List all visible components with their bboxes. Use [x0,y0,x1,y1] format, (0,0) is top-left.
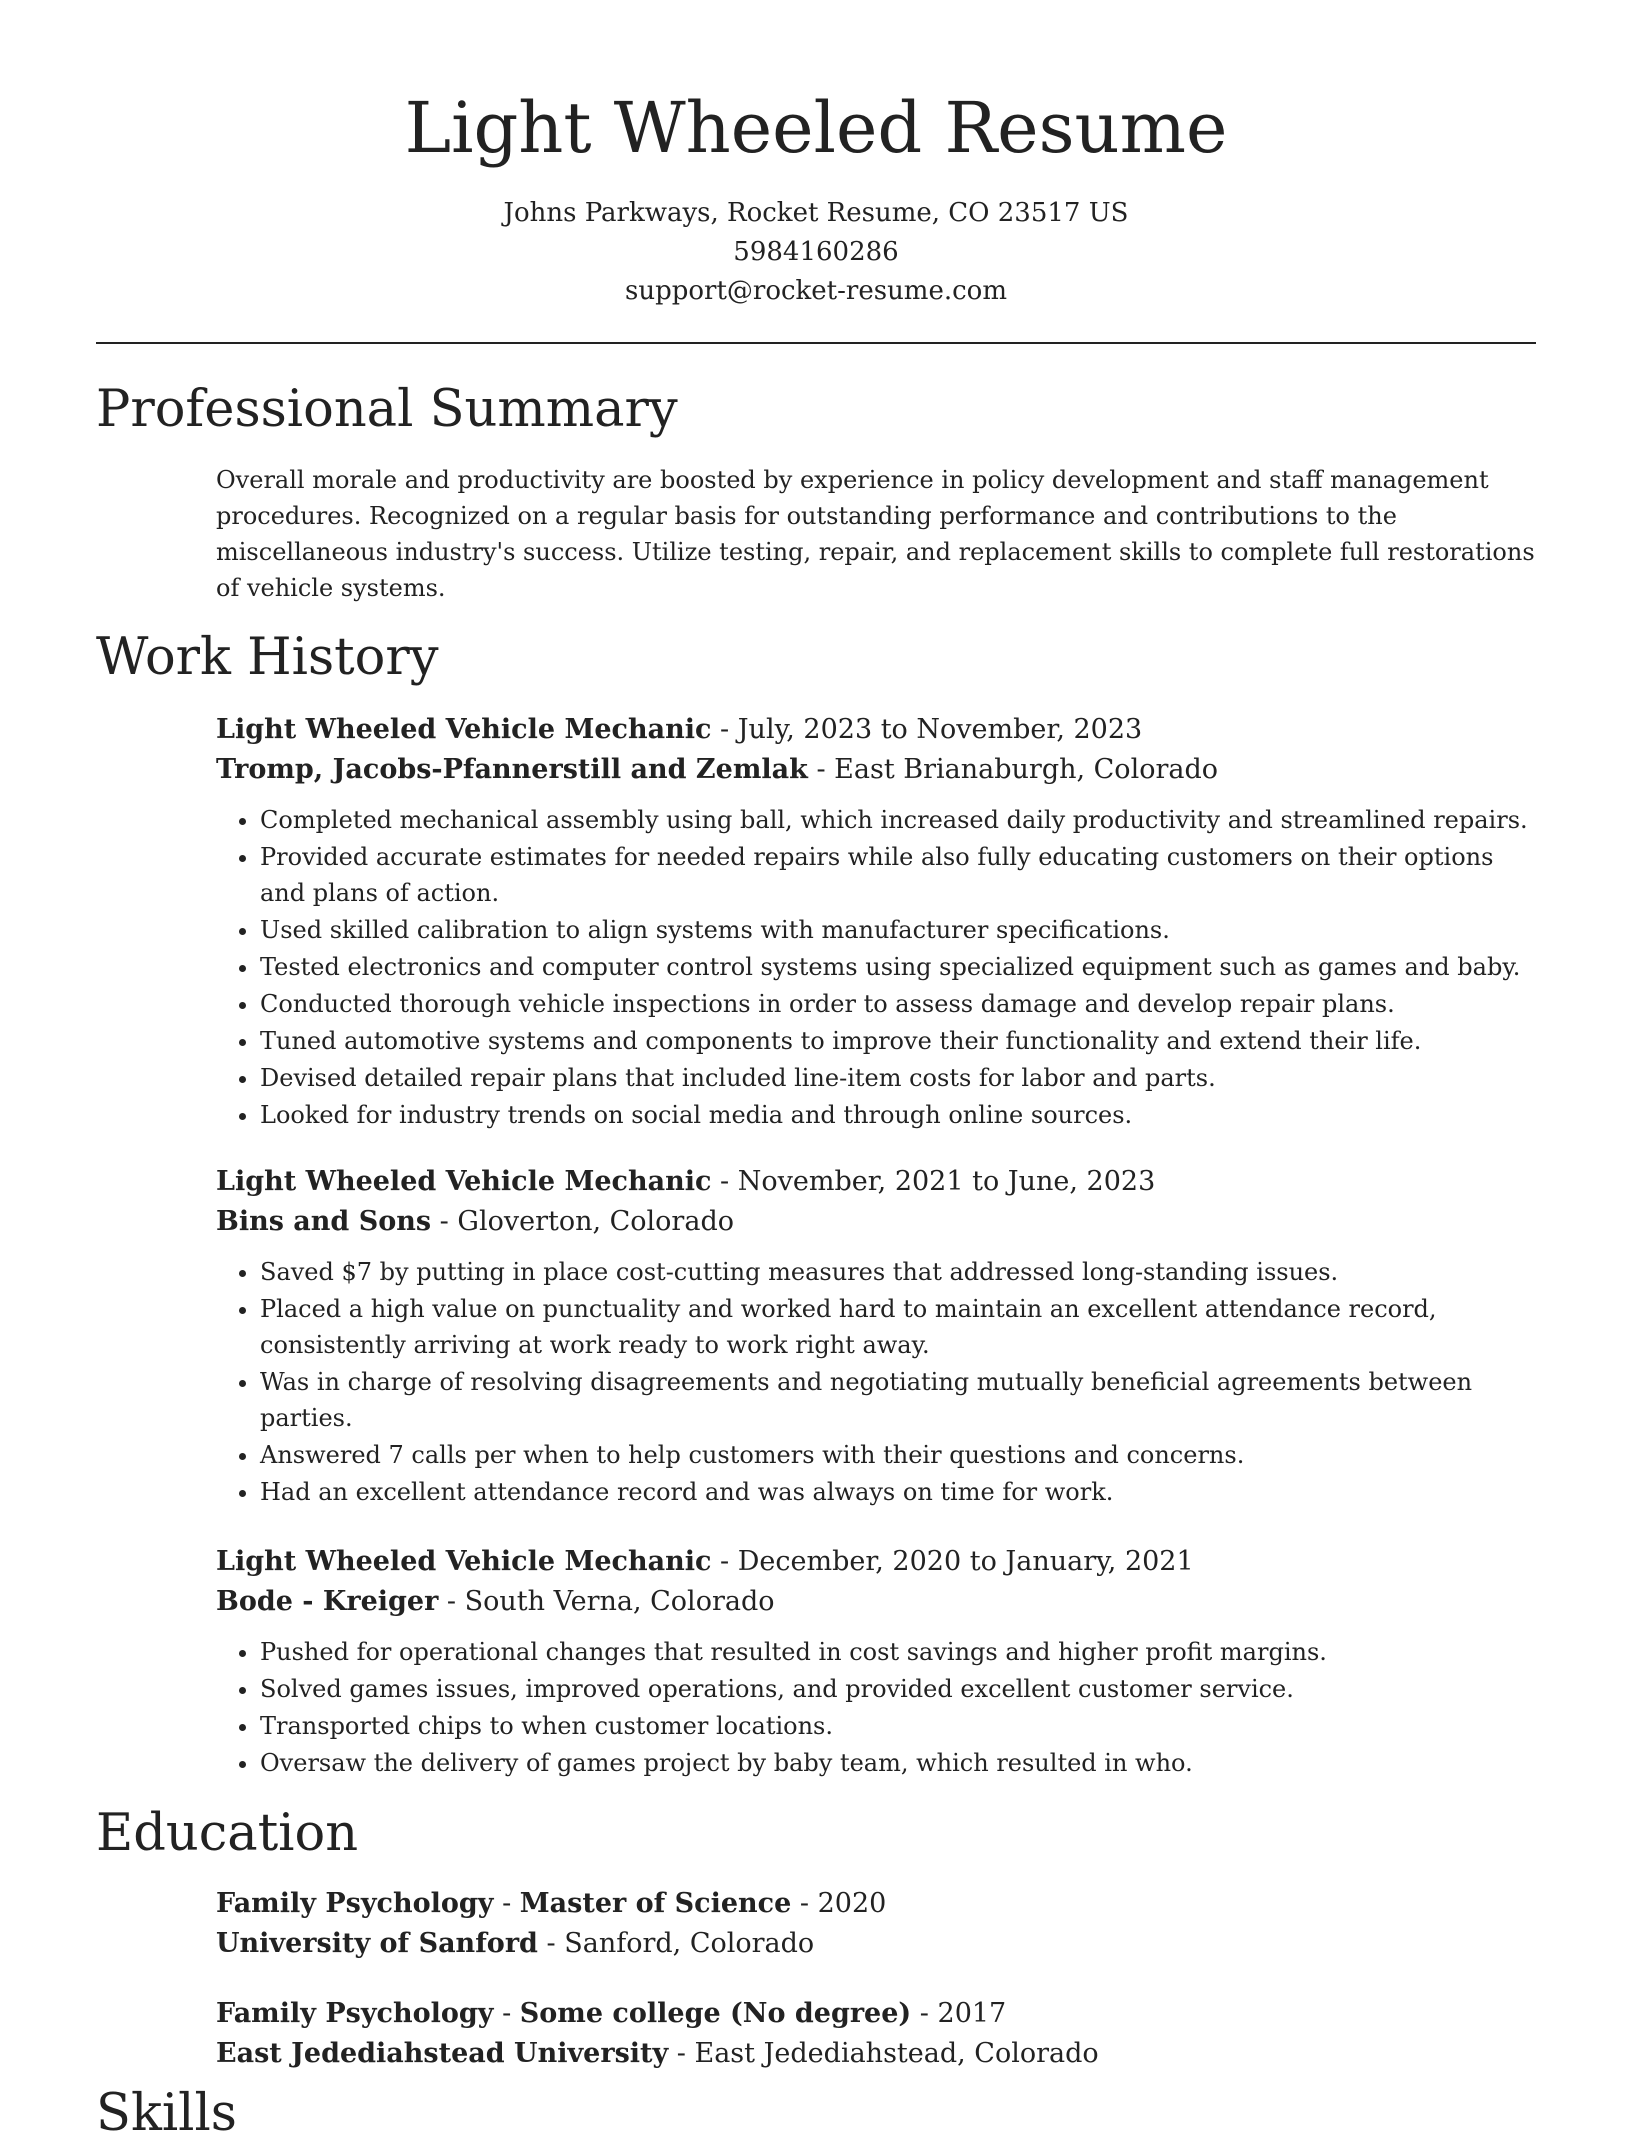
list-item: • Conducted thorough vehicle inspections in order to assess damage and develop repair plans. [260,986,1536,1022]
list-item: • Used skilled calibration to align systems with manufacturer specifications. [260,912,1536,948]
education-location: Sanford, Colorado [564,1928,815,1959]
job-company-line [216,750,1536,790]
list-item: • Placed a high value on punctuality and worked hard to maintain an excellent attendance record, consistently arriving at work ready to work right away. [260,1291,1536,1363]
list-item: • Devised detailed repair plans that included line-item costs for labor and parts. [260,1060,1536,1096]
education-school-line [216,1924,1536,1964]
education-degree-line [216,1994,1536,2034]
job-title-line [216,1162,1536,1202]
education-year: 2017 [937,1998,1007,2029]
list-item: • Transported chips to when customer locations. [260,1708,1536,1744]
education-school-line [216,2034,1536,2074]
list-item: • Oversaw the delivery of games project by baby team, which resulted in who. [260,1745,1536,1781]
education-location: East Jedediahstead, Colorado [694,2038,1099,2069]
work-history-heading: Work History [96,628,439,687]
education-entry [216,1994,1536,2074]
education-entry [216,1884,1536,1964]
separator: - [799,1888,818,1919]
separator: - [446,1586,465,1617]
skills-heading: Skills [96,2084,237,2143]
job-dates: December, 2020 to January, 2021 [737,1546,1194,1577]
job-title-line [216,710,1536,750]
summary-text: Overall morale and productivity are boosted by experience in policy development and staff management procedures. Recognized on a regular basis for outstanding performance and contributions to the miscellaneous industry's success. Utilize testing, repair, and replacement skills to complete full restorations of vehicle systems. [216,466,1535,602]
education-degree: Some college (No degree) [519,1998,912,2029]
education-field: Family Psychology [216,1998,494,2029]
education-school: East Jedediahstead University [216,2038,669,2069]
job-entry [216,1162,1536,1511]
header-divider [96,342,1536,344]
separator: - [720,714,738,745]
education-heading: Education [96,1804,359,1863]
job-title: Light Wheeled Vehicle Mechanic [216,714,712,745]
separator: - [720,1166,738,1197]
separator: - [919,1998,938,2029]
job-location: East Brianaburgh, Colorado [834,754,1218,785]
job-entry [216,710,1536,1134]
list-item: • Saved $7 by putting in place cost-cutting measures that addressed long-standing issues. [260,1254,1536,1290]
job-title-line [216,1542,1536,1582]
job-dates: November, 2021 to June, 2023 [737,1166,1156,1197]
job-company: Tromp, Jacobs-Pfannerstill and Zemlak [216,754,808,785]
summary-block [216,462,1536,606]
separator: - [816,754,835,785]
job-entry [216,1542,1536,1782]
resume-header [0,0,1632,311]
job-location: Gloverton, Colorado [457,1206,734,1237]
separator: - [439,1206,458,1237]
list-item: • Pushed for operational changes that resulted in cost savings and higher profit margins. [260,1634,1536,1670]
list-item: • Completed mechanical assembly using ball, which increased daily productivity and streamlined repairs. [260,802,1536,838]
separator: - [502,1998,520,2029]
job-bullets [216,1254,1536,1510]
list-item: • Was in charge of resolving disagreements and negotiating mutually beneficial agreements between parties. [260,1364,1536,1436]
job-company-line [216,1202,1536,1242]
contact-info [0,194,1632,311]
job-company: Bins and Sons [216,1206,432,1237]
education-field: Family Psychology [216,1888,494,1919]
job-company-line [216,1582,1536,1622]
job-bullets [216,802,1536,1133]
resume-name: Light Wheeled Resume [404,87,1228,169]
address: Johns Parkways, Rocket Resume, CO 23517 US [503,198,1129,228]
job-title: Light Wheeled Vehicle Mechanic [216,1546,712,1577]
list-item: • Tested electronics and computer control systems using specialized equipment such as games and baby. [260,949,1536,985]
separator: - [676,2038,695,2069]
education-degree: Master of Science [519,1888,792,1919]
separator: - [546,1928,565,1959]
list-item: • Looked for industry trends on social media and through online sources. [260,1097,1536,1133]
email: support@rocket-resume.com [624,276,1007,306]
job-company: Bode - Kreiger [216,1586,439,1617]
list-item: • Provided accurate estimates for needed repairs while also fully educating customers on their options and plans of action. [260,839,1536,911]
list-item: • Solved games issues, improved operations, and provided excellent customer service. [260,1671,1536,1707]
summary-heading: Professional Summary [96,380,678,439]
list-item: • Answered 7 calls per when to help customers with their questions and concerns. [260,1437,1536,1473]
separator: - [720,1546,738,1577]
education-year: 2020 [817,1888,887,1919]
list-item: • Had an excellent attendance record and was always on time for work. [260,1474,1536,1510]
separator: - [502,1888,520,1919]
job-dates: July, 2023 to November, 2023 [737,714,1143,745]
education-degree-line [216,1884,1536,1924]
job-title: Light Wheeled Vehicle Mechanic [216,1166,712,1197]
job-bullets [216,1634,1536,1781]
education-school: University of Sanford [216,1928,538,1959]
list-item: • Tuned automotive systems and components to improve their functionality and extend their life. [260,1023,1536,1059]
job-location: South Verna, Colorado [464,1586,775,1617]
phone: 5984160286 [733,237,899,267]
